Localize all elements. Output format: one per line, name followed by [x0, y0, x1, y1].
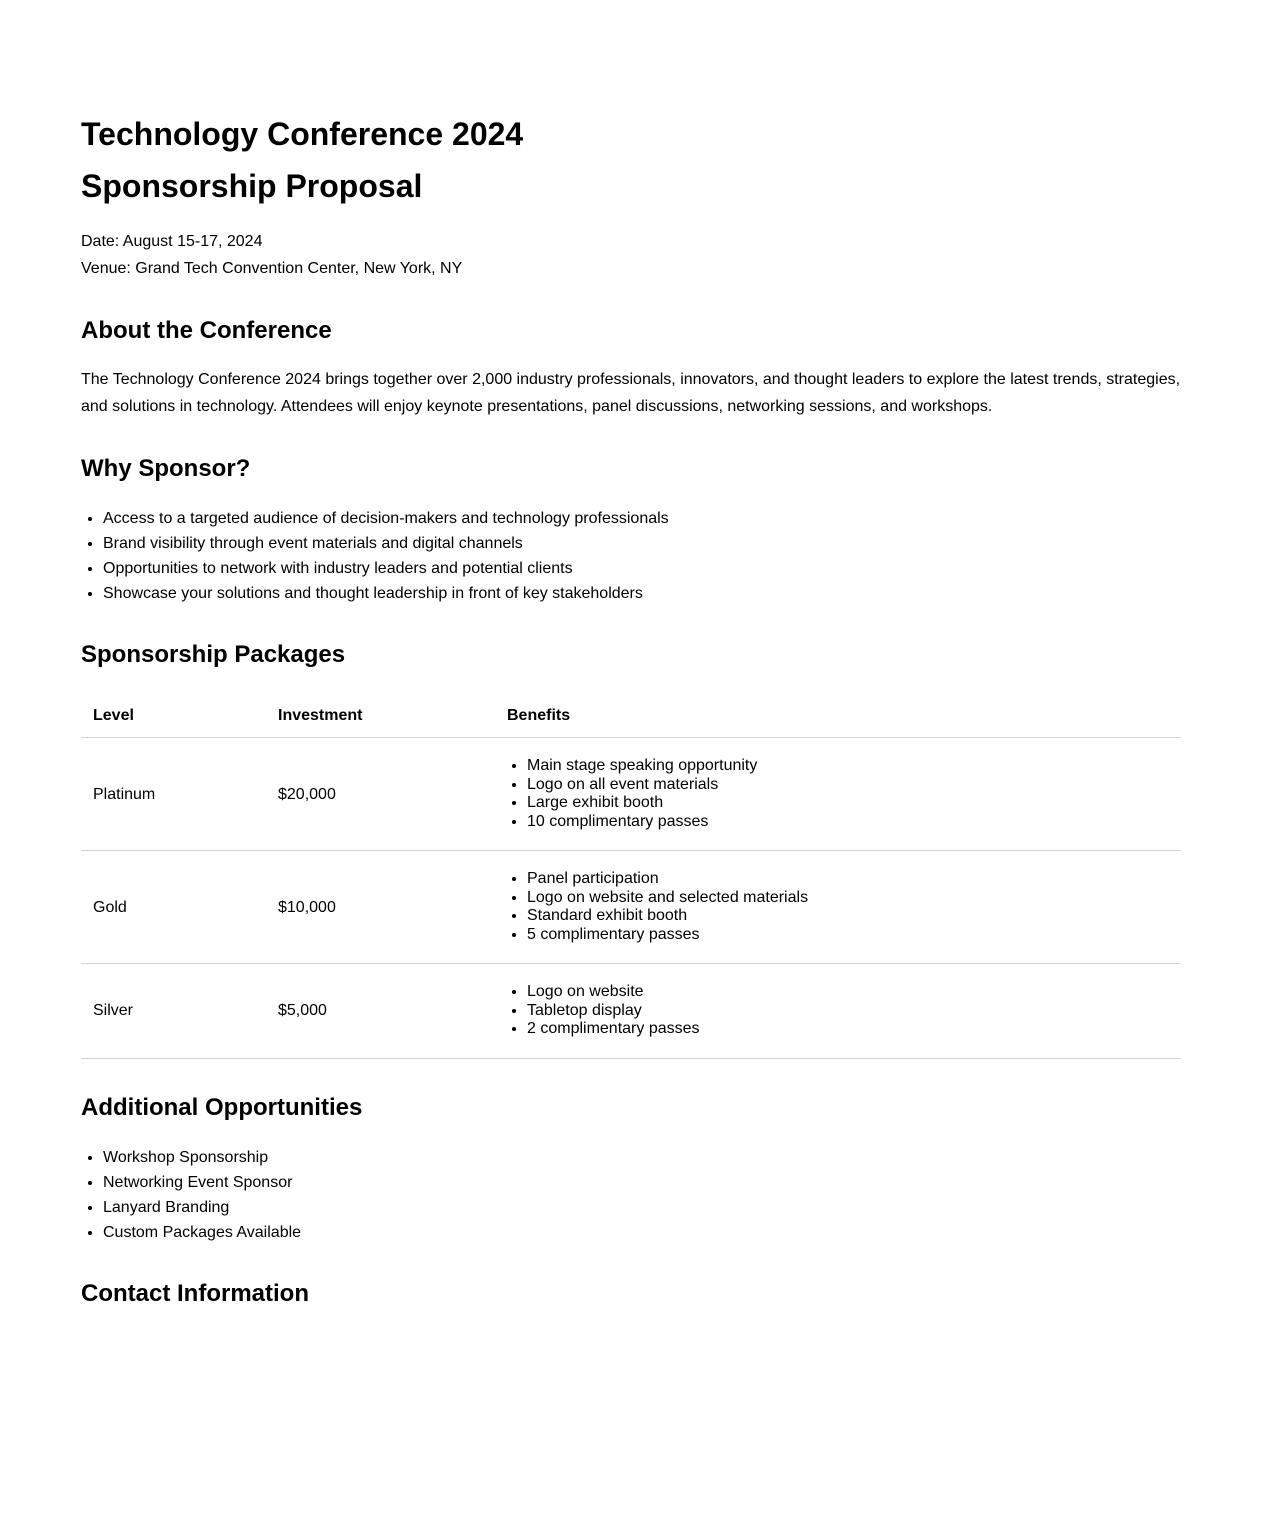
package-investment-cell: $10,000: [266, 851, 495, 964]
benefit-item: • Large exhibit booth: [527, 794, 1169, 813]
additional-item: • Lanyard Branding: [103, 1195, 1181, 1220]
section-why-sponsor-heading: Why Sponsor?: [81, 455, 251, 482]
benefits-list: [507, 757, 1169, 831]
packages-table: [81, 695, 1181, 1059]
package-row-gold: [81, 851, 1181, 964]
section-about-heading: About the Conference: [81, 317, 332, 344]
why-sponsor-item: • Showcase your solutions and thought leadership in front of key stakeholders: [103, 581, 1181, 606]
benefit-item: • Panel participation: [527, 870, 1169, 889]
benefit-item: • 5 complimentary passes: [527, 926, 1169, 945]
package-level-cell: Silver: [81, 964, 266, 1059]
why-sponsor-list: [81, 506, 1181, 606]
additional-item: • Workshop Sponsorship: [103, 1145, 1181, 1170]
benefit-item: • Main stage speaking opportunity: [527, 757, 1169, 776]
package-row-silver: [81, 964, 1181, 1059]
col-header-level: Level: [81, 695, 266, 738]
section-packages-heading: Sponsorship Packages: [81, 641, 346, 668]
package-benefits-cell: [495, 851, 1181, 964]
additional-item: • Custom Packages Available: [103, 1220, 1181, 1245]
title-line-1: Technology Conference 2024: [81, 116, 524, 152]
benefit-item: • 2 complimentary passes: [527, 1020, 1169, 1039]
benefit-item: • Logo on website: [527, 983, 1169, 1002]
document-title: [81, 108, 1181, 212]
document-content: [81, 0, 1181, 1302]
package-benefits-cell: [495, 738, 1181, 851]
packages-header-row: [81, 695, 1181, 738]
event-meta: [81, 228, 1181, 282]
benefit-item: • Standard exhibit booth: [527, 907, 1169, 926]
package-investment-cell: $20,000: [266, 738, 495, 851]
package-level-cell: Gold: [81, 851, 266, 964]
section-contact-heading: Contact Information: [81, 1279, 309, 1302]
why-sponsor-item: • Brand visibility through event materials and digital channels: [103, 531, 1181, 556]
col-header-investment: Investment: [266, 695, 495, 738]
title-line-2: Sponsorship Proposal: [81, 168, 423, 204]
package-benefits-cell: [495, 964, 1181, 1059]
benefit-item: • 10 complimentary passes: [527, 813, 1169, 832]
package-investment-cell: $5,000: [266, 964, 495, 1059]
event-date: Date: August 15-17, 2024: [81, 233, 263, 250]
event-venue: Venue: Grand Tech Convention Center, New York, NY: [81, 260, 463, 277]
benefits-list: [507, 870, 1169, 944]
why-sponsor-item: • Opportunities to network with industry leaders and potential clients: [103, 556, 1181, 581]
col-header-benefits: Benefits: [495, 695, 1181, 738]
benefits-list: [507, 983, 1169, 1039]
additional-opportunities-list: [81, 1145, 1181, 1245]
package-row-platinum: [81, 738, 1181, 851]
package-level-cell: Platinum: [81, 738, 266, 851]
benefit-item: • Logo on website and selected materials: [527, 889, 1169, 908]
about-paragraph: The Technology Conference 2024 brings together over 2,000 industry professionals, innovators, and thought leaders to explore the latest trends, strategies, and solutions in technology. Attendees will enjoy keynote presentations, panel discussions, networking sessions, and workshops.: [81, 371, 1181, 415]
benefit-item: • Logo on all event materials: [527, 776, 1169, 795]
benefit-item: • Tabletop display: [527, 1002, 1169, 1021]
section-additional-heading: Additional Opportunities: [81, 1093, 363, 1121]
why-sponsor-item: • Access to a targeted audience of decision-makers and technology professionals: [103, 506, 1181, 531]
additional-item: • Networking Event Sponsor: [103, 1170, 1181, 1195]
